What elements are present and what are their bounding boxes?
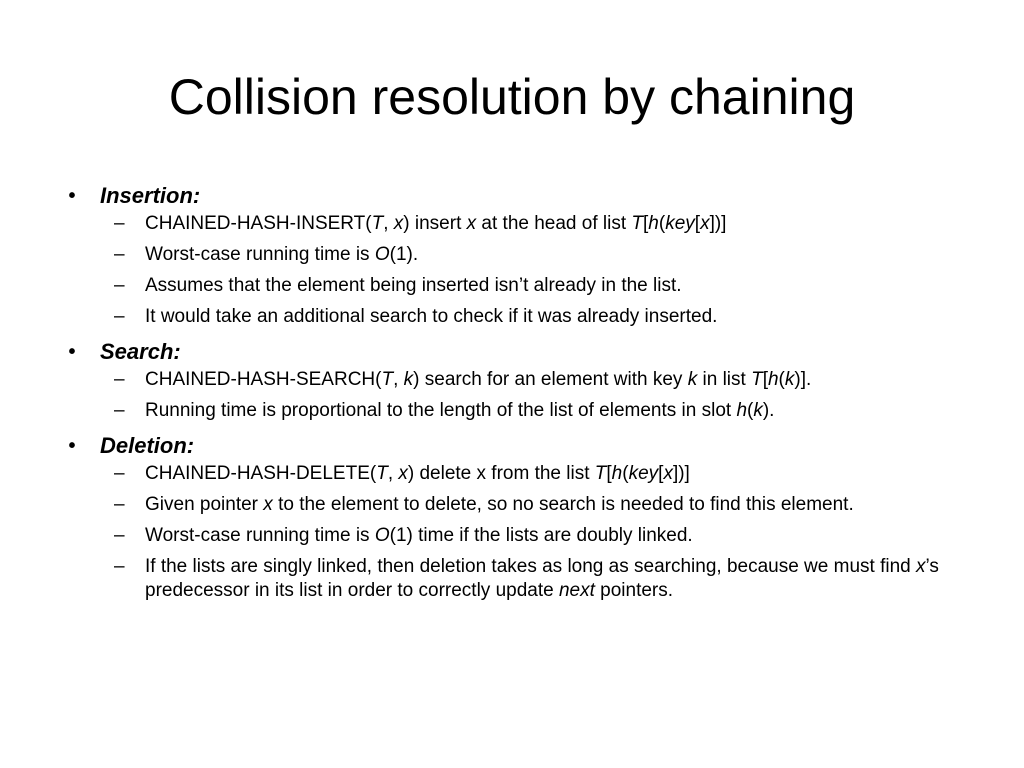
dash-icon: – <box>114 494 125 515</box>
text-run: x <box>915 556 926 577</box>
text-run: T <box>594 463 607 484</box>
dash-icon: – <box>114 213 125 234</box>
text-run: Given pointer <box>145 494 264 515</box>
text-run: , <box>393 369 404 390</box>
text-run: key <box>628 463 659 484</box>
text-run: x <box>263 494 273 515</box>
text-run: [ <box>762 369 768 390</box>
text-run: [ <box>643 213 649 234</box>
bullet-dot-icon: • <box>68 185 76 207</box>
text-run: ) delete x from the list <box>407 463 595 484</box>
text-run: h <box>767 369 779 390</box>
text-run: It would take an additional search to check if it was already inserted. <box>145 306 718 327</box>
sub-bullet-item <box>100 274 945 298</box>
text-run: CHAINED-HASH-DELETE( <box>145 463 377 484</box>
text-run: T <box>631 213 644 234</box>
text-run: )]. <box>794 369 812 390</box>
text-run: T <box>376 463 388 484</box>
text-run: CHAINED-HASH-SEARCH( <box>145 369 382 390</box>
dash-icon: – <box>114 244 125 265</box>
text-run: ])] <box>672 463 690 484</box>
dash-icon: – <box>114 306 125 327</box>
sub-bullet-item <box>100 368 945 392</box>
text-run: O <box>374 525 390 546</box>
text-run: T <box>751 369 763 390</box>
text-run: to the element to delete, so no search is needed to find this element. <box>272 494 854 515</box>
text-run: [ <box>606 463 612 484</box>
text-run: k <box>687 369 698 390</box>
text-run: ’s predecessor in its list in order to correctly update <box>145 556 939 601</box>
text-run: pointers. <box>594 580 674 601</box>
sub-bullet-list <box>100 212 960 329</box>
bullet-section <box>60 336 960 423</box>
slide-content <box>60 180 960 610</box>
text-run: at the head of list <box>476 213 632 234</box>
text-run: x <box>663 463 673 484</box>
sub-bullet-item <box>100 462 945 486</box>
bullet-dot-icon: • <box>68 435 76 457</box>
bullet-heading-text: Deletion: <box>100 433 195 458</box>
text-run: (1) time if the lists are doubly linked. <box>389 525 693 546</box>
bullet-heading-text: Search: <box>100 339 181 364</box>
sub-bullet-item <box>100 493 945 517</box>
text-run: O <box>374 244 390 265</box>
slide-title: Collision resolution by chaining <box>168 69 856 125</box>
text-run: Worst-case running time is <box>145 244 375 265</box>
sub-bullet-list <box>100 462 960 603</box>
sub-bullet-item <box>100 399 945 423</box>
text-run: , <box>387 463 399 484</box>
text-run: ( <box>622 463 629 484</box>
text-run: Running time is proportional to the length of the list of elements in slot <box>145 400 737 421</box>
text-run: ). <box>762 400 775 421</box>
text-run: ( <box>778 369 785 390</box>
sub-bullet-item <box>100 555 945 603</box>
bullet-dot-icon: • <box>68 341 76 363</box>
sub-bullet-item <box>100 524 945 548</box>
text-run: [ <box>694 213 701 234</box>
bullet-heading <box>68 430 960 462</box>
dash-icon: – <box>114 463 125 484</box>
text-run: ) insert <box>403 213 467 234</box>
bullet-section <box>60 430 960 603</box>
text-run: ])] <box>709 213 727 234</box>
text-run: (1). <box>389 244 419 265</box>
bullet-heading-text: Insertion: <box>100 183 201 208</box>
sub-bullet-list <box>100 368 960 423</box>
bullet-heading <box>68 336 960 368</box>
dash-icon: – <box>114 400 125 421</box>
text-run: Worst-case running time is <box>145 525 375 546</box>
sub-bullet-item <box>100 305 945 329</box>
text-run: k <box>403 369 414 390</box>
dash-icon: – <box>114 275 125 296</box>
dash-icon: – <box>114 556 125 577</box>
sub-bullet-item <box>100 243 945 267</box>
text-run: h <box>736 400 748 421</box>
sub-bullet-item <box>100 212 945 236</box>
text-run: x <box>700 213 710 234</box>
text-run: x <box>466 213 477 234</box>
text-run: k <box>753 400 763 421</box>
text-run: h <box>648 213 659 234</box>
text-run: , <box>383 213 394 234</box>
bullet-heading <box>68 180 960 212</box>
text-run: x <box>393 213 404 234</box>
text-run: Assumes that the element being inserted isn’t already in the list. <box>145 275 682 296</box>
text-run: T <box>381 369 394 390</box>
text-run: ( <box>747 400 754 421</box>
text-run: If the lists are singly linked, then deletion takes as long as searching, because we must find <box>145 556 916 577</box>
text-run: next <box>558 580 595 601</box>
text-run: h <box>611 463 623 484</box>
text-run: k <box>784 369 795 390</box>
text-run: key <box>665 213 695 234</box>
text-run: T <box>371 213 384 234</box>
text-run: CHAINED-HASH-INSERT( <box>145 213 372 234</box>
text-run: in list <box>697 369 752 390</box>
text-run: ( <box>658 213 666 234</box>
text-run: [ <box>658 463 664 484</box>
dash-icon: – <box>114 525 125 546</box>
dash-icon: – <box>114 369 125 390</box>
text-run: x <box>398 463 408 484</box>
text-run: ) search for an element with key <box>413 369 688 390</box>
bullet-section <box>60 180 960 329</box>
